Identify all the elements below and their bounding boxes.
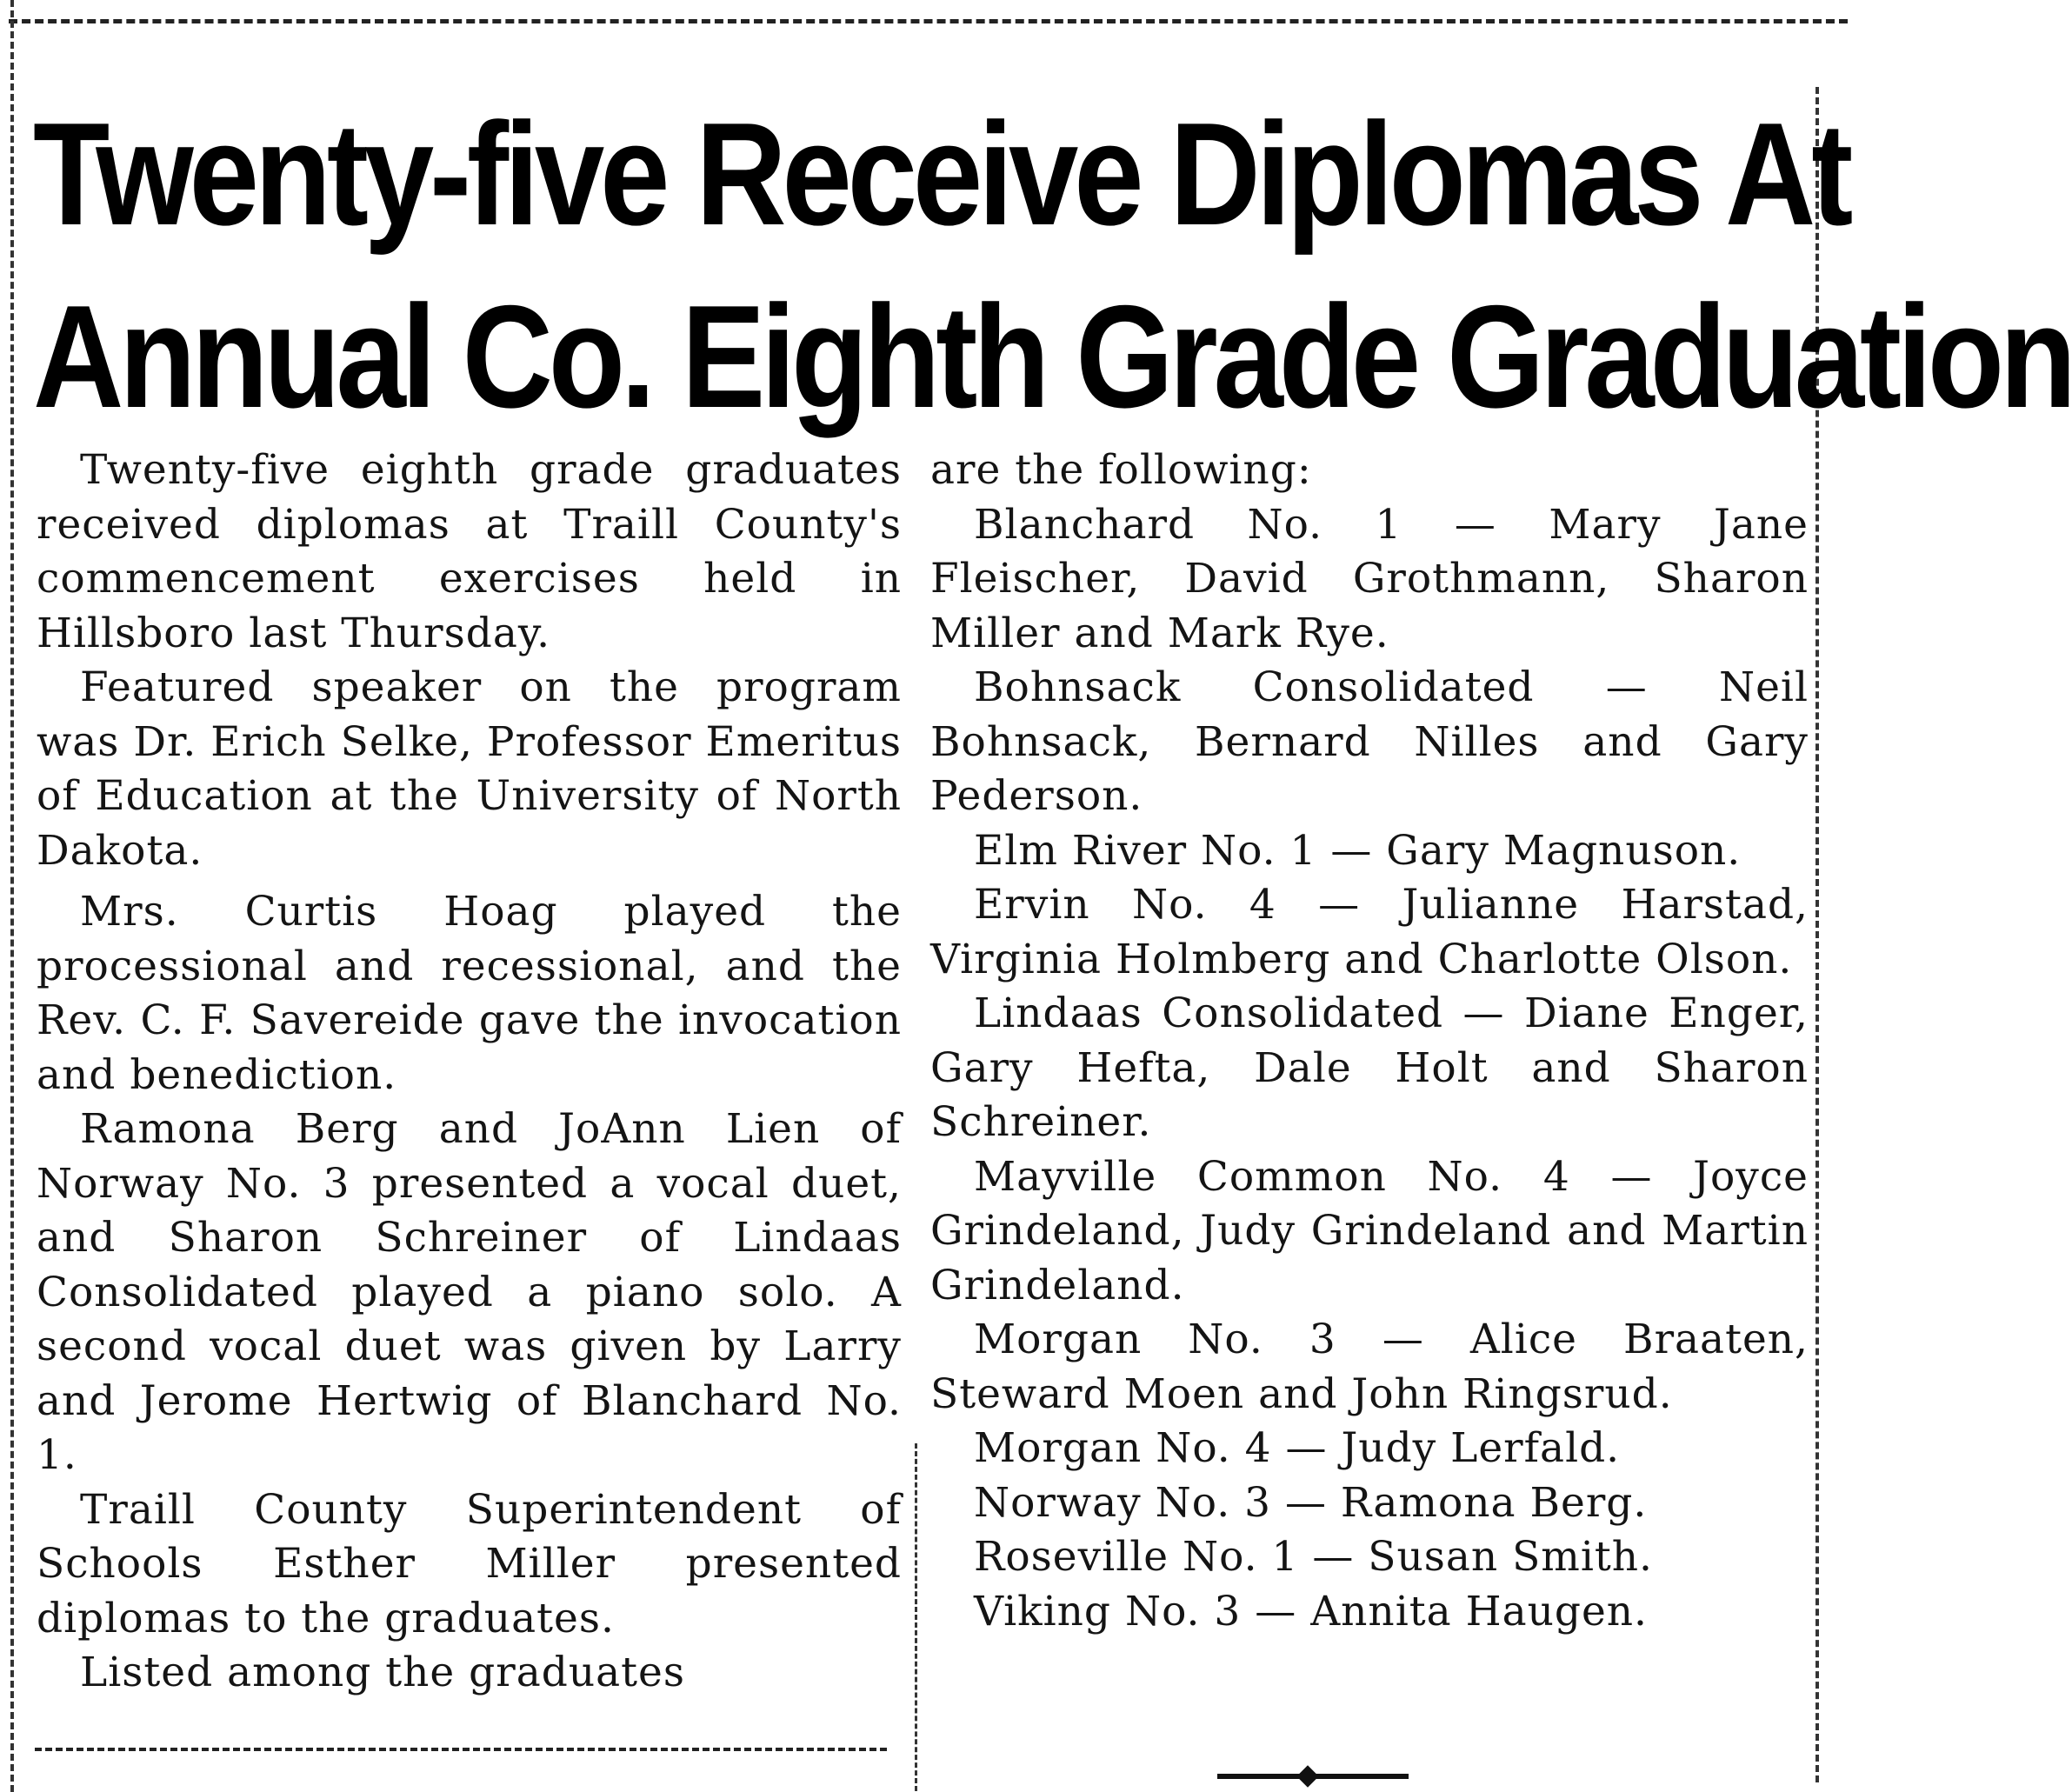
school-entry: Morgan No. 3 — Alice Braaten, Steward Moen and John Ringsrud. [930, 1316, 1809, 1418]
school-entry: Ervin No. 4 — Julianne Harstad, Virginia Holmberg and Charlotte Olson. [930, 881, 1809, 983]
school-entry: Morgan No. 4 — Judy Lerfald. [974, 1424, 1621, 1472]
school-entry: Viking No. 3 — Annita Haugen. [974, 1587, 1648, 1635]
paragraph-intro: Twenty-five eighth grade graduates received diplomas at Traill County's commencement exercises held in Hillsboro last Thursday. [37, 446, 902, 657]
graduates-intro: are the following: [930, 446, 1312, 494]
school-entry: Bohnsack Consolidated — Neil Bohnsack, Bernard Nilles and Gary Pederson. [930, 663, 1809, 820]
school-entry: Lindaas Consolidated — Diane Enger, Gary Hefta, Dale Holt and Sharon Schreiner. [930, 989, 1809, 1146]
school-entry: Roseville No. 1 — Susan Smith. [974, 1533, 1653, 1581]
paragraph-listed: Listed among the graduates [80, 1649, 685, 1696]
school-entry: Elm River No. 1 — Gary Magnuson. [974, 826, 1742, 875]
column-divider [915, 1443, 917, 1791]
headline-line-2: Annual Co. Eighth Grade Graduation [33, 275, 2072, 438]
school-entry: Blanchard No. 1 — Mary Jane Fleischer, David Grothmann, Sharon Miller and Mark Rye. [930, 500, 1809, 657]
right-column [930, 443, 1809, 1639]
paragraph-superintendent: Traill County Superintendent of Schools Esther Miller presented diplomas to the graduates. [37, 1485, 902, 1642]
end-of-article-ornament [1217, 1774, 1409, 1779]
top-dashed-rule [9, 19, 1848, 23]
school-entry: Mayville Common No. 4 — Joyce Grindeland, Judy Grindeland and Martin Grindeland. [930, 1152, 1809, 1309]
paragraph-speaker: Featured speaker on the program was Dr. Erich Selke, Professor Emeritus of Education at the University of North Dakota. [37, 663, 902, 875]
left-column [37, 443, 902, 1701]
bottom-dashed-rule [35, 1748, 887, 1751]
school-entry: Norway No. 3 — Ramona Berg. [974, 1478, 1648, 1527]
headline-line-1: Twenty-five Receive Diplomas At [33, 92, 1849, 256]
headline [33, 83, 2072, 448]
left-dashed-border [10, 0, 14, 1792]
paragraph-music: Mrs. Curtis Hoag played the processional and recessional, and the Rev. C. F. Savereide gave the invocation and benediction. [37, 888, 902, 1099]
paragraph-duets: Ramona Berg and JoAnn Lien of Norway No. 3 presented a vocal duet, and Sharon Schreiner of Lindaas Consolidated played a piano solo. A second vocal duet was given by Larry and Jerome Hertwig of Blanchard No. 1. [37, 1105, 902, 1479]
